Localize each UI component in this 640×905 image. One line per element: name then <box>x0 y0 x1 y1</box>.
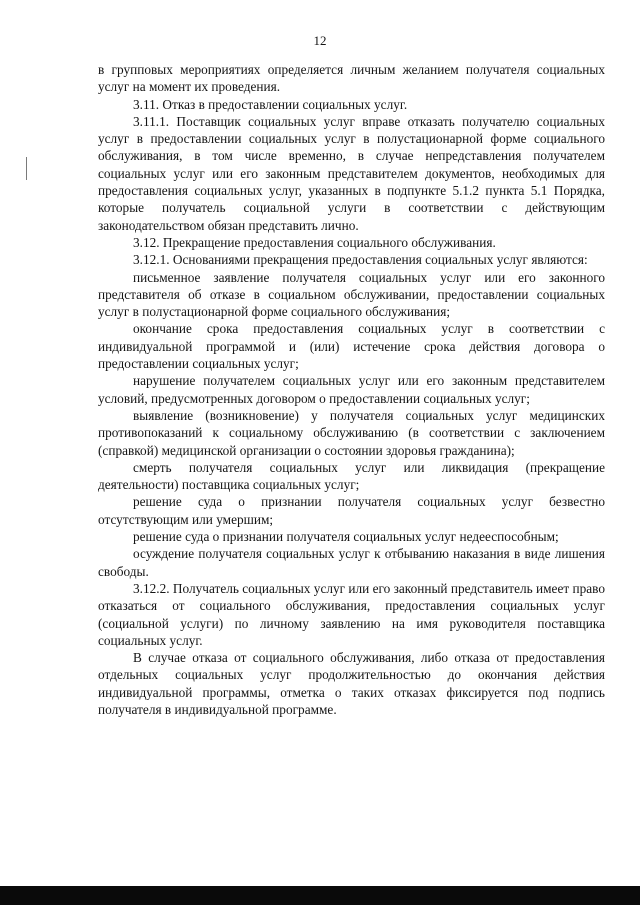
section-heading-3-11: 3.11. Отказ в предоставлении социальных услуг. <box>133 96 408 112</box>
paragraph-3-11-1: 3.11.1. Поставщик социальных услуг вправе отказать получателю социальных услуг в предоставлении социальных услуг в полустационарной форме социального обслуживания, в том числе временно, в случае непредставления получателем социальных услуг или его законным представителем документов, необходимых для предоставления социальных услуг, указанных в подпункте 5.1.2 пункта 5.1 Порядка, которые получатель социальной услуги в соответствии с действующим законодательством обязан представить лично. <box>98 113 605 233</box>
list-item: письменное заявление получателя социальных услуг или его законного представителя об отказе в социальном обслуживании, предоставлении социальных услуг в полустационарной форме социального обслуживания; <box>98 269 605 320</box>
page-number: 12 <box>313 33 327 48</box>
list-item: нарушение получателем социальных услуг или его законным представителем условий, предусмотренных договором о предоставлении социальных услуг; <box>98 373 605 406</box>
list-item: решение суда о признании получателя социальных услуг недееспособным; <box>133 529 559 545</box>
list-item: окончание срока предоставления социальных услуг в соответствии с индивидуальной программой и (или) истечение срока действия договора о предоставлении социальных услуг; <box>98 321 605 372</box>
document-body <box>98 61 605 718</box>
paragraph-continuation: в групповых мероприятиях определяется личным желанием получателя социальных услуг на момент их проведения. <box>98 62 605 95</box>
list-item: смерть получателя социальных услуг или ликвидация (прекращение деятельности) поставщика социальных услуг; <box>98 459 605 493</box>
margin-mark <box>26 157 27 180</box>
list-item: осуждение получателя социальных услуг к отбыванию наказания в виде лишения свободы. <box>98 546 605 579</box>
list-item: выявление (возникновение) у получателя социальных услуг медицинских противопоказаний к социальному обслуживанию (в соответствии с заключением (справкой) медицинской организации о состоянии здоровья гражданина); <box>98 407 605 458</box>
paragraph-3-12-2: 3.12.2. Получатель социальных услуг или его законный представитель имеет право отказаться от социального обслуживания, предоставления социальных услуг (социальной услуги) по личному заявлению на имя руководителя поставщика социальных услуг. <box>98 580 605 648</box>
scan-bottom-border <box>0 886 640 905</box>
section-heading-3-12: 3.12. Прекращение предоставления социального обслуживания. <box>133 234 496 250</box>
list-item: решение суда о признании получателя социальных услуг безвестно отсутствующим или умершим; <box>98 494 605 527</box>
paragraph-refusal-note: В случае отказа от социального обслуживания, либо отказа от предоставления отдельных социальных услуг продолжительностью до окончания действия индивидуальной программы, отметка о таких отказах фиксируется под подпись получателя в индивидуальной программе. <box>98 650 605 717</box>
paragraph-3-12-1: 3.12.1. Основаниями прекращения предоставления социальных услуг являются: <box>133 252 588 268</box>
